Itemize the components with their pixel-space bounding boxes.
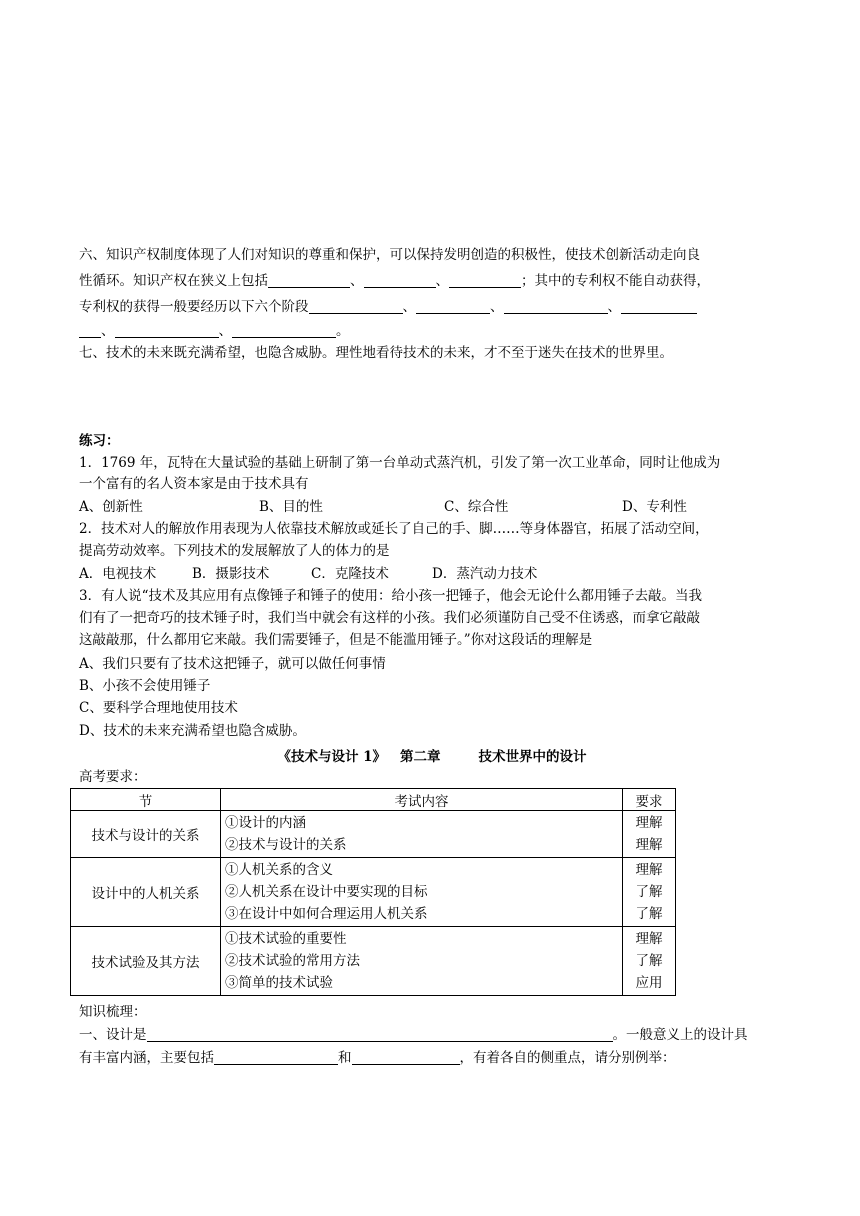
row-levels [623, 811, 676, 858]
q1-line1: 1．1769 年，瓦特在大量试验的基础上研制了第一台单动式蒸汽机，引发了第一次工业革命，同时让他成为 [79, 455, 721, 471]
row-items [221, 811, 623, 858]
q2-line2: 提高劳动效率。下列技术的发展解放了人的体力的是 [79, 543, 390, 559]
q3-line1: 3．有人说“技术及其应用有点像锤子和锤子的使用：给小孩一把锤子，他会无论什么都用锤子去敲。当我 [79, 588, 702, 604]
text: 性循环。知识产权在狭义上包括 [79, 273, 268, 289]
knowledge-line1 [79, 1025, 748, 1045]
section7-text: 七、技术的未来既充满希望，也隐含威胁。理性地看待技术的未来，才不至于迷失在技术的世界里。 [79, 345, 673, 361]
fill-blank[interactable] [449, 273, 521, 288]
level: 了解 [635, 953, 663, 969]
row-levels [623, 927, 676, 996]
q1-option-d[interactable]: D、专利性 [622, 499, 687, 515]
chapter-heading [80, 745, 784, 765]
chapter-book: 《技术与设计 1》 [277, 749, 387, 765]
q1-line2: 一个富有的名人资本家是由于技术具有 [79, 476, 309, 492]
section6-line1: 六、知识产权制度体现了人们对知识的尊重和保护，可以保持发明创造的积极性，使技术创新活动走向良 [79, 247, 700, 263]
level: 理解 [635, 862, 663, 878]
table-row [71, 927, 676, 996]
table-header-row [71, 789, 676, 811]
fill-blank[interactable] [268, 273, 350, 288]
text: 。 [336, 323, 350, 339]
item: ①设计的内涵 [225, 815, 306, 831]
q3-line3: 这敲敲那，什么都用它来敲。我们需要锤子，但是不能滥用锤子。”你对这段话的理解是 [79, 632, 593, 648]
fill-blank[interactable] [416, 299, 490, 314]
level: 理解 [635, 837, 663, 853]
row-section: 设计中的人机关系 [71, 858, 221, 927]
q1-option-c[interactable]: C、综合性 [444, 499, 509, 515]
level: 了解 [635, 884, 663, 900]
table-row [71, 811, 676, 858]
row-levels [623, 858, 676, 927]
q3-line2: 们有了一把奇巧的技术锤子时，我们当中就会有这样的小孩。我们必须谨防自己受不住诱惑，而拿它敲敲 [79, 610, 700, 626]
text: 和 [338, 1050, 352, 1066]
text: 、 [490, 299, 504, 315]
q3-option-a[interactable]: A、我们只要有了技术这把锤子，就可以做任何事情 [79, 656, 386, 672]
q2-option-a[interactable]: A．电视技术 [79, 566, 157, 582]
q2-option-c[interactable]: C．克隆技术 [311, 566, 389, 582]
q3-option-b[interactable]: B、小孩不会使用锤子 [79, 678, 211, 694]
practice-heading: 练习： [79, 433, 120, 449]
section6-line4 [79, 321, 350, 341]
fill-blank[interactable] [115, 323, 219, 338]
q2-option-b[interactable]: B．摄影技术 [192, 566, 270, 582]
text: 、 [218, 323, 232, 339]
q1-option-b[interactable]: B、目的性 [259, 499, 323, 515]
q3-option-c[interactable]: C、要科学合理地使用技术 [79, 700, 238, 716]
header-section: 节 [71, 789, 221, 811]
q2-line1: 2．技术对人的解放作用表现为人依靠技术解放或延长了自己的手、脚……等身体器官，拓展了活动空间， [79, 521, 709, 537]
item: ①人机关系的含义 [225, 862, 333, 878]
section6-line2 [79, 271, 710, 291]
level: 理解 [635, 931, 663, 947]
row-section: 技术与设计的关系 [71, 811, 221, 858]
fill-blank[interactable] [79, 323, 101, 338]
text: ；其中的专利权不能自动获得， [521, 273, 710, 289]
row-items [221, 927, 623, 996]
fill-blank[interactable] [504, 299, 608, 314]
exam-requirements-table [70, 788, 676, 996]
fill-blank[interactable] [232, 323, 336, 338]
knowledge-label: 知识梳理： [79, 1004, 147, 1020]
text: 、 [402, 299, 416, 315]
fill-blank[interactable] [214, 1050, 338, 1065]
item: ③简单的技术试验 [225, 975, 333, 991]
exam-label: 高考要求： [79, 769, 147, 785]
text: 专利权的获得一般要经历以下六个阶段 [79, 299, 309, 315]
header-level: 要求 [623, 789, 676, 811]
q2-option-d[interactable]: D．蒸汽动力技术 [432, 566, 538, 582]
row-section: 技术试验及其方法 [71, 927, 221, 996]
text: 。一般意义上的设计具 [612, 1027, 748, 1043]
section6-line3 [79, 297, 697, 317]
q3-option-d[interactable]: D、技术的未来充满希望也隐含威胁。 [79, 723, 306, 739]
level: 理解 [635, 815, 663, 831]
item: ③在设计中如何合理运用人机关系 [225, 906, 428, 922]
q1-option-a[interactable]: A、创新性 [79, 499, 143, 515]
fill-blank[interactable] [352, 1050, 460, 1065]
text: 、 [101, 323, 115, 339]
item: ②技术与设计的关系 [225, 837, 347, 853]
chapter-number: 第二章 [400, 749, 441, 765]
level: 应用 [635, 975, 663, 991]
knowledge-line2 [79, 1048, 676, 1068]
text: 、 [435, 273, 449, 289]
fill-blank[interactable] [147, 1027, 613, 1042]
table-row [71, 858, 676, 927]
item: ①技术试验的重要性 [225, 931, 347, 947]
level: 了解 [635, 906, 663, 922]
text: 、 [350, 273, 364, 289]
chapter-title: 技术世界中的设计 [478, 749, 587, 765]
fill-blank[interactable] [364, 273, 436, 288]
text: 一、设计是 [79, 1027, 147, 1043]
text: 、 [607, 299, 621, 315]
fill-blank[interactable] [309, 299, 403, 314]
item: ②人机关系在设计中要实现的目标 [225, 884, 428, 900]
text: ，有着各自的侧重点，请分别例举： [459, 1050, 676, 1066]
text: 有丰富内涵，主要包括 [79, 1050, 214, 1066]
item: ②技术试验的常用方法 [225, 953, 360, 969]
row-items [221, 858, 623, 927]
fill-blank[interactable] [621, 299, 697, 314]
header-content: 考试内容 [221, 789, 623, 811]
